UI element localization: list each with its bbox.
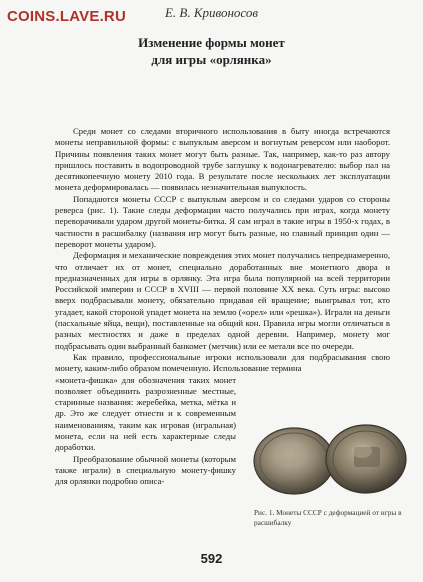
running-header-author: Е. В. Кривоносов <box>164 5 259 20</box>
paragraph: Как правило, профессиональные игроки использовали для подбрасывания свою монету, каким-либо образом помеченную. Использование термина <box>55 351 390 374</box>
paragraph: Деформация и механические повреждения этих монет получались непреднамеренно, что отличает их от монет, специально доработанных вне монетного двора и предназначенных для игры в орлянку. Эта игра была популярной на всей территории Российской империи и СССР в XVIII — первой половине XX века. Суть игры: высоко вверх подбрасывали монету, обязательно придавая ей вращение; выигрывал тот, кто угадает, какой стороной упадет монета на землю («орел» или «решка»). Играли на деньги (пасхальные яйца, вещи), поставленные на общий кон. Правила игры могли отличаться в разных местностях и даже в пределах одной деревни. Например, монету мог подбрасывать один выбранный банкомет (метчик) или ее метали все по очереди. <box>55 250 390 351</box>
paragraph: «монета-фишка» для обозначения таких монет позволяет объединить разрозненные местные, старинные названия: жеребейка, метка, мётка и др. Это же следует отнести и к современным наименованиям, таким как игровая (игральная) монета, если на ней есть характерные следы доработки. <box>55 374 236 453</box>
figure-caption: Рис. 1. Монеты СССР с деформацией от игры в расшибалку <box>254 508 402 527</box>
page-number: 592 <box>200 551 223 566</box>
title-line-1: Изменение формы монет <box>138 35 285 50</box>
paragraph: Среди монет со следами вторичного использования в быту иногда встречаются монеты неправильной формы: с выпуклым аверсом и вогнутым реверсом или наоборот. Причины появления таких монет могут быть разные. Так, например, как-то раз автору пришлось поставить в водопроводной трубе заглушку к водонагревателю: выбор пал на десятикопеечную монету 2010 года. В результате после нескольких лет эксплуатации монета деформировалась — появилась незначительная выпуклость. <box>55 126 390 193</box>
paragraph: Преобразование обычной монеты (которым также играли) в специальную монету-фишку для орлянки подробно описа- <box>55 453 236 487</box>
paragraph: Попадаются монеты СССР с выпуклым аверсом и со следами ударов со стороны реверса (рис. 1). Такие следы деформации часто получались при играх, когда монету переворачивали ударом другой монеты-битка. Я сам играл в такие игры в 1950-х годах, в частности в расшибалку (названия игр могут быть разные, но главный принцип один — переворот монеты ударом). <box>55 193 390 249</box>
title-line-2: для игры «орлянка» <box>151 52 272 67</box>
coins-photo <box>250 405 412 505</box>
site-watermark: COINS.LAVE.RU <box>7 8 126 25</box>
article-title <box>0 34 423 68</box>
